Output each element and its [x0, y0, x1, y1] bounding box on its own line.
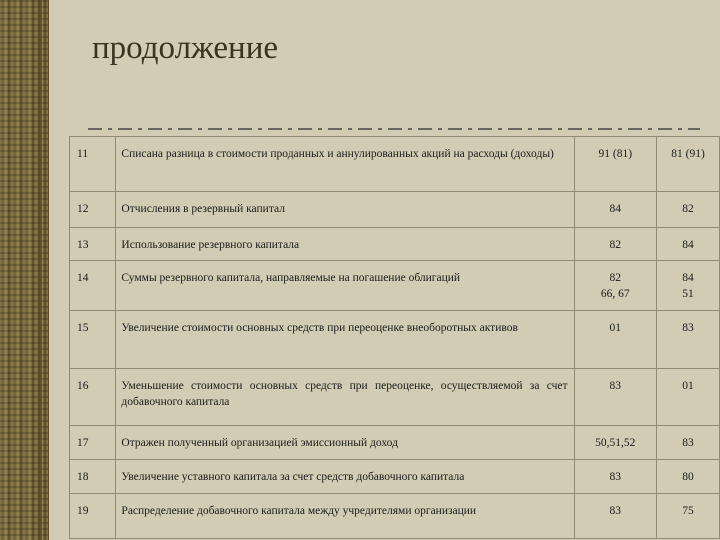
debit-account: 82	[574, 228, 657, 261]
row-number: 12	[70, 192, 116, 228]
debit-account: 83	[574, 460, 657, 494]
row-number: 19	[70, 494, 116, 539]
row-description: Увеличение уставного капитала за счет средств добавочного капитала	[116, 460, 574, 494]
row-number: 11	[70, 137, 116, 192]
credit-account: 84	[657, 228, 720, 261]
decorative-left-stripe	[0, 0, 49, 540]
row-description: Уменьшение стоимости основных средств при переоценке, осуществляемой за счет добавочного капитала	[116, 369, 574, 426]
row-description: Отчисления в резервный капитал	[116, 192, 574, 228]
debit-account: 01	[574, 311, 657, 369]
slide-title: продолжение	[92, 30, 279, 66]
credit-account: 82	[657, 192, 720, 228]
row-number: 13	[70, 228, 116, 261]
debit-account: 83	[574, 494, 657, 539]
table-row	[70, 311, 720, 369]
table-row	[70, 137, 720, 192]
row-description: Отражен полученный организацией эмиссионный доход	[116, 426, 574, 460]
table-row	[70, 228, 720, 261]
debit-account: 50,51,52	[574, 426, 657, 460]
credit-account: 84 51	[657, 261, 720, 311]
debit-account: 91 (81)	[574, 137, 657, 192]
credit-account: 83	[657, 426, 720, 460]
credit-account: 81 (91)	[657, 137, 720, 192]
dashed-divider	[88, 126, 700, 132]
row-description: Использование резервного капитала	[116, 228, 574, 261]
transactions-table	[69, 136, 720, 539]
row-number: 15	[70, 311, 116, 369]
row-description: Увеличение стоимости основных средств при переоценке внеоборотных активов	[116, 311, 574, 369]
table-row	[70, 192, 720, 228]
table-row	[70, 460, 720, 494]
row-description: Списана разница в стоимости проданных и аннулированных акций на расходы (доходы)	[116, 137, 574, 192]
credit-account: 01	[657, 369, 720, 426]
row-description: Распределение добавочного капитала между учредителями организации	[116, 494, 574, 539]
table-row	[70, 426, 720, 460]
table-row	[70, 494, 720, 539]
credit-account: 80	[657, 460, 720, 494]
row-number: 17	[70, 426, 116, 460]
row-description: Суммы резервного капитала, направляемые на погашение облигаций	[116, 261, 574, 311]
row-number: 14	[70, 261, 116, 311]
credit-account: 75	[657, 494, 720, 539]
debit-account: 82 66, 67	[574, 261, 657, 311]
debit-account: 84	[574, 192, 657, 228]
table-row	[70, 369, 720, 426]
credit-account: 83	[657, 311, 720, 369]
table-row	[70, 261, 720, 311]
row-number: 16	[70, 369, 116, 426]
debit-account: 83	[574, 369, 657, 426]
row-number: 18	[70, 460, 116, 494]
